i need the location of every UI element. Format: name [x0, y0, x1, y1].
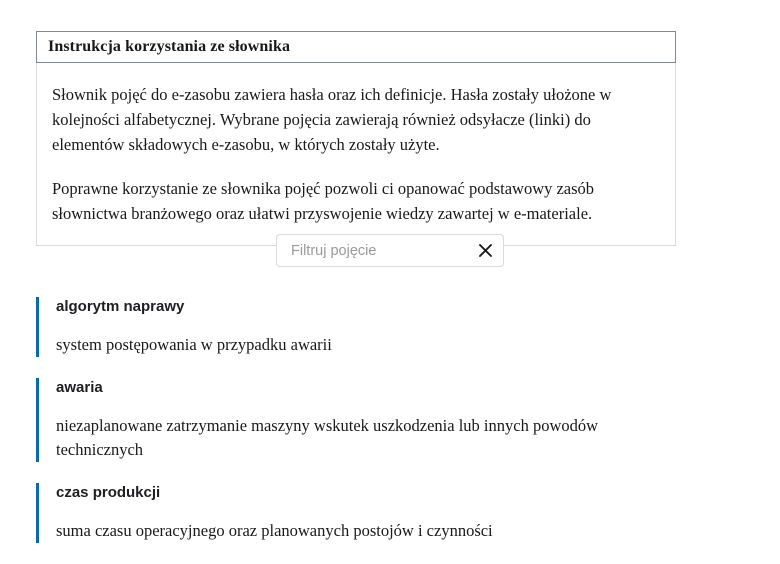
filter-input[interactable]: [291, 243, 475, 259]
filter-field-wrapper[interactable]: [276, 234, 504, 267]
list-item[interactable]: [36, 297, 736, 357]
instruction-paragraph-2: Poprawne korzystanie ze słownika pojęć pozwoli ci opanować podstawowy zasób słownictwa branżowego oraz ułatwi przyswojenie wiedzy zawartej w e-materiale.: [52, 179, 595, 223]
glossary-term: awaria: [56, 378, 103, 396]
filter-row: [0, 234, 780, 267]
instruction-panel-header: [36, 31, 676, 63]
glossary-list: [36, 297, 736, 564]
close-icon[interactable]: [475, 241, 495, 261]
instruction-panel-title: Instrukcja korzystania ze słownika: [48, 38, 291, 55]
list-item[interactable]: [36, 483, 736, 543]
glossary-definition: system postępowania w przypadku awarii: [56, 335, 332, 354]
instruction-panel: [36, 31, 676, 246]
glossary-definition: niezaplanowane zatrzymanie maszyny wskutek uszkodzenia lub innych powodów technicznych: [56, 415, 599, 459]
glossary-term: algorytm naprawy: [56, 298, 185, 315]
instruction-paragraph-1: Słownik pojęć do e-zasobu zawiera hasła oraz ich definicje. Hasła zostały ułożone w kolejności alfabetycznej. Wybrane pojęcia zawierają również odsyłacze (linki) do elementów składowych e-zasobu, w których zostały użyte.: [52, 85, 612, 154]
glossary-term: czas produkcji: [56, 483, 161, 501]
instruction-panel-body: [36, 63, 676, 246]
glossary-definition: suma czasu operacyjnego oraz planowanych postojów i czynności: [56, 520, 493, 540]
list-item[interactable]: [36, 378, 736, 462]
